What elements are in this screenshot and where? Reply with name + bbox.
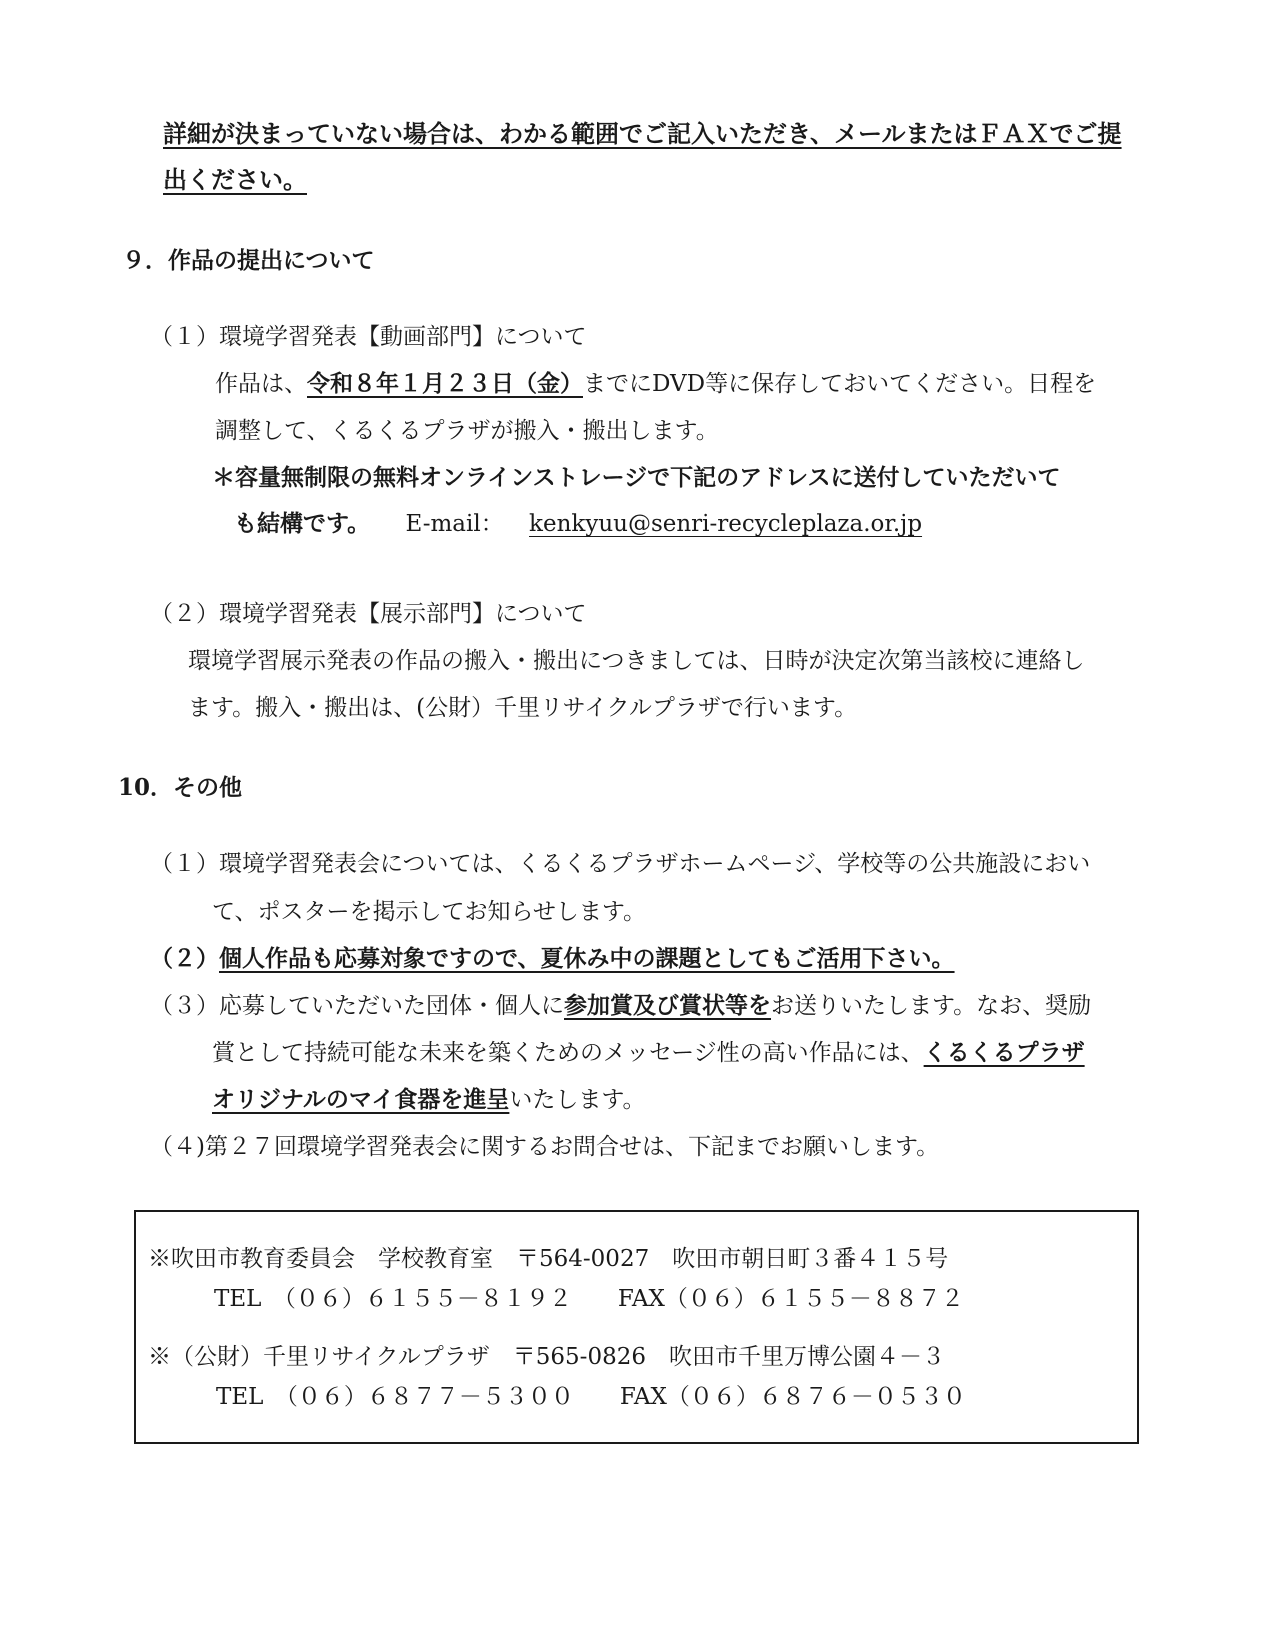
item-2-text: 個人作品も応募対象ですので、夏休み中の課題としてもご活用下さい。	[219, 945, 955, 972]
section-9-item-1-title: （１）環境学習発表【動画部門】について	[150, 324, 587, 350]
contact-box	[134, 1210, 1139, 1444]
item-1-body-pre: 作品は、	[215, 371, 307, 397]
contact-2-line-2: TEL （０６）６８７７－５３００ FAX（０６）６８７６－０５３０	[216, 1384, 966, 1410]
section-10-heading: 10．その他	[118, 774, 243, 801]
contact-1-line-1: ※吹田市教育委員会 学校教育室 〒564-0027 吹田市朝日町３番４１５号	[148, 1246, 949, 1272]
section-9-item-2-title: （２）環境学習発表【展示部門】について	[150, 601, 587, 627]
section-10-item-1-line-1: （１）環境学習発表会については、くるくるプラザホームページ、学校等の公共施設におい	[150, 851, 1091, 877]
submission-deadline: 令和８年１月２３日（金）	[307, 370, 583, 397]
intro-line-2: 出ください。	[163, 165, 307, 194]
item-3-line-2-pre: 賞として持続可能な未来を築くためのメッセージ性の高い作品には、	[212, 1040, 924, 1066]
section-9-item-2-body-line-1: 環境学習展示発表の作品の搬入・搬出につきましては、日時が決定次第当該校に連絡し	[188, 648, 1085, 674]
email-link[interactable]: kenkyuu@senri-recycleplaza.or.jp	[529, 511, 923, 537]
email-label: E-mail：	[405, 511, 504, 537]
section-10-item-2	[150, 943, 955, 975]
award-plaza-2: オリジナルのマイ食器を進呈	[212, 1086, 510, 1113]
item-3-line-3-post: いたします。	[509, 1087, 646, 1113]
section-10-item-3-line-2	[212, 1037, 1085, 1069]
section-10-item-3-line-1	[150, 990, 1091, 1022]
item-3-line-1-post: お送りいたします。なお、奨励	[771, 993, 1092, 1019]
storage-note-line-2	[234, 508, 922, 540]
section-10-item-1-line-2: て、ポスターを掲示してお知らせします。	[212, 899, 647, 925]
intro-line-1: 詳細が決まっていない場合は、わかる範囲でご記入いただき、メールまたはＦＡＸでご提	[163, 119, 1122, 148]
section-9-item-1-body-line-2: 調整して、くるくるプラザが搬入・搬出します。	[215, 418, 719, 444]
section-10-item-3-line-3	[212, 1084, 646, 1116]
award-plaza-1: くるくるプラザ	[923, 1039, 1085, 1066]
section-9-heading: ９．作品の提出について	[122, 247, 375, 274]
award-items: 参加賞及び賞状等を	[564, 992, 771, 1019]
item-2-number: （２）	[150, 945, 219, 972]
item-3-line-1-pre: （３）応募していただいた団体・個人に	[150, 993, 564, 1019]
section-9-item-1-body-line-1	[215, 368, 1096, 400]
contact-2-line-1: ※（公財）千里リサイクルプラザ 〒565-0826 吹田市千里万博公園４－３	[148, 1344, 945, 1370]
contact-1-line-2: TEL （０６）６１５５－８１９２ FAX（０６）６１５５－８８７２	[214, 1286, 964, 1312]
storage-note-line-1: ＊容量無制限の無料オンラインストレージで下記のアドレスに送付していただいて	[212, 464, 1061, 491]
section-9-item-2-body-line-2: ます。搬入・搬出は、(公財）千里リサイクルプラザで行います。	[188, 695, 858, 721]
item-1-body-post: までにDVD等に保存しておいてください。日程を	[583, 371, 1097, 397]
section-10-item-4: （４)第２７回環境学習発表会に関するお問合せは、下記までお願いします。	[150, 1134, 940, 1160]
storage-note-line-2-pre: も結構です。	[234, 510, 371, 537]
